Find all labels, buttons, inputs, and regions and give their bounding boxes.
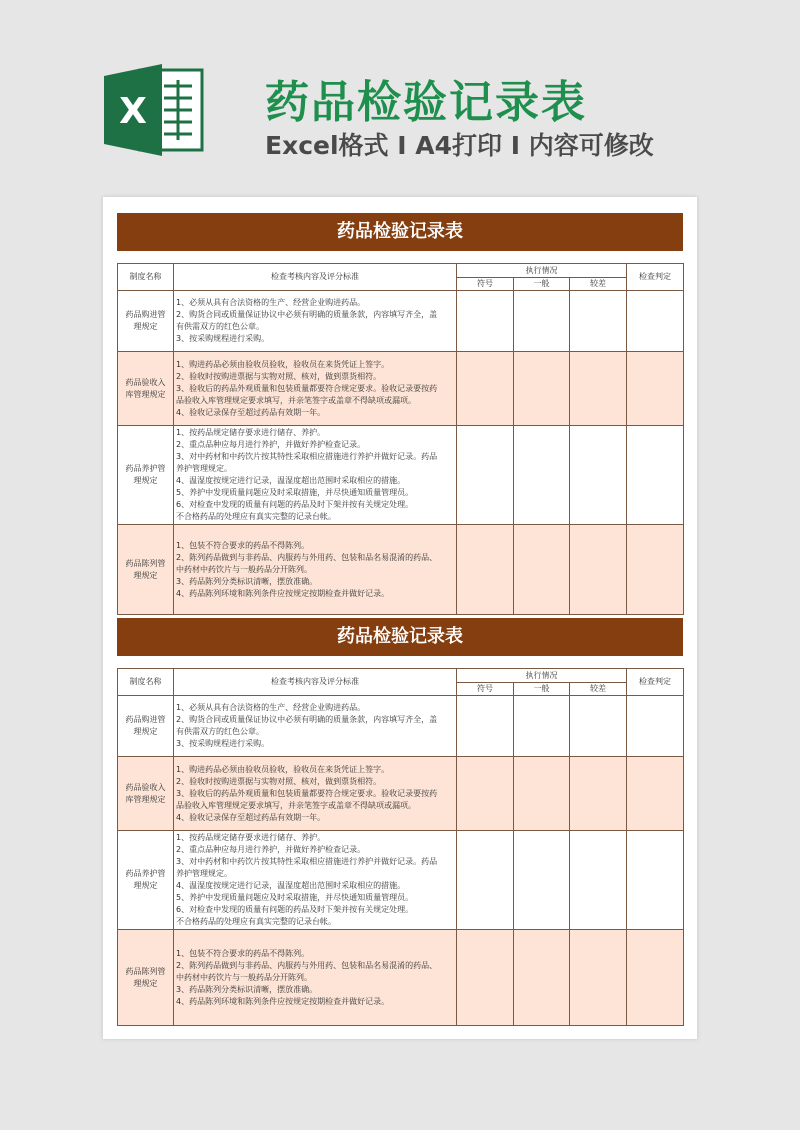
col-header-name: 制度名称 (118, 264, 174, 291)
col-header-fit: 符号 (457, 278, 514, 291)
rule-content (174, 525, 457, 615)
rule-content (174, 831, 457, 930)
table-row (118, 930, 684, 1026)
cell-fit[interactable] (457, 757, 514, 831)
rule-line: 4、验收记录保存至超过药品有效期一年。 (176, 812, 326, 822)
cell-poor[interactable] (570, 930, 627, 1026)
cell-result[interactable] (627, 426, 684, 525)
rule-line: 1、必须从具有合法资格的生产、经营企业购进药品。 (176, 703, 366, 712)
cell-poor[interactable] (570, 426, 627, 525)
rule-line: 3、药品陈列分类标识清晰，摆放准确。 (176, 984, 318, 994)
rule-name: 药品养护管理规定 (118, 426, 174, 525)
document-page (103, 197, 697, 1039)
rule-line: 不合格药品的处理应有真实完整的记录台帐。 (176, 512, 336, 521)
cell-normal[interactable] (514, 831, 570, 930)
cell-result[interactable] (627, 696, 684, 757)
record-sheet-1 (117, 213, 683, 615)
cell-poor[interactable] (570, 831, 627, 930)
col-header-poor: 较差 (570, 683, 627, 696)
rule-line: 养护管理规定。 (176, 869, 232, 878)
rule-content (174, 930, 457, 1026)
rule-line: 5、养护中发现质量问题应及时采取措施，并尽快通知质量管理员。 (176, 488, 414, 497)
rule-line: 5、养护中发现质量问题应及时采取措施，并尽快通知质量管理员。 (176, 893, 414, 902)
rule-name: 药品验收入库管理规定 (118, 757, 174, 831)
table-row (118, 525, 684, 615)
rule-line: 3、验收后的药品外观质量和包装质量都要符合规定要求。验收记录要按药 (176, 383, 438, 393)
col-header-exec: 执行情况 (457, 669, 627, 683)
cell-poor[interactable] (570, 525, 627, 615)
record-table (117, 668, 684, 1026)
rule-line: 3、按采购规程进行采购。 (176, 334, 270, 343)
logo-letter: X (119, 91, 147, 132)
cell-poor[interactable] (570, 757, 627, 831)
table-row (118, 352, 684, 426)
rule-content (174, 696, 457, 757)
rule-line: 1、必须从具有合法资格的生产、经营企业购进药品。 (176, 298, 366, 307)
rule-line: 1、购进药品必须由验收员验收，验收员在来货凭证上签字。 (176, 764, 390, 774)
cell-poor[interactable] (570, 352, 627, 426)
rule-line: 2、验收时按购进票据与实物对照、核对，做到票货相符。 (176, 776, 382, 786)
rule-line: 2、购货合同或质量保证协议中必须有明确的质量条款，内容填写齐全，盖 (176, 715, 438, 724)
rule-line: 4、温湿度按规定进行记录，温湿度超出范围时采取相应的措施。 (176, 476, 406, 485)
rule-line: 有供需双方的红色公章。 (176, 322, 264, 331)
rule-line: 中药材中药饮片与一般药品分开陈列。 (176, 564, 312, 574)
cell-fit[interactable] (457, 352, 514, 426)
rule-line: 1、包装不符合要求的药品不得陈列。 (176, 540, 310, 550)
rule-line: 有供需双方的红色公章。 (176, 727, 264, 736)
rule-content (174, 291, 457, 352)
excel-icon (102, 62, 206, 158)
col-header-fit: 符号 (457, 683, 514, 696)
col-header-content: 检查考核内容及评分标准 (174, 264, 457, 291)
rule-name: 药品购进管理规定 (118, 696, 174, 757)
table-row (118, 757, 684, 831)
cell-normal[interactable] (514, 930, 570, 1026)
cell-result[interactable] (627, 525, 684, 615)
rule-name: 药品陈列管理规定 (118, 525, 174, 615)
col-header-exec: 执行情况 (457, 264, 627, 278)
cell-poor[interactable] (570, 696, 627, 757)
rule-line: 3、对中药材和中药饮片按其特性采取相应措施进行养护并做好记录。药品 (176, 452, 438, 461)
page-title: 药品检验记录表 (265, 77, 587, 128)
rule-content (174, 426, 457, 525)
page-subtitle: Excel格式 I A4打印 I 内容可修改 (265, 131, 654, 160)
table-row (118, 831, 684, 930)
cell-normal[interactable] (514, 352, 570, 426)
cell-poor[interactable] (570, 291, 627, 352)
cell-normal[interactable] (514, 757, 570, 831)
cell-fit[interactable] (457, 696, 514, 757)
cell-result[interactable] (627, 930, 684, 1026)
rule-line: 3、对中药材和中药饮片按其特性采取相应措施进行养护并做好记录。药品 (176, 857, 438, 866)
col-header-result: 检查判定 (627, 669, 684, 696)
col-header-poor: 较差 (570, 278, 627, 291)
rule-line: 3、药品陈列分类标识清晰，摆放准确。 (176, 576, 318, 586)
cell-result[interactable] (627, 291, 684, 352)
rule-line: 2、陈列药品做到与非药品、内服药与外用药、包装和品名易混淆的药品、 (176, 960, 438, 970)
rule-content (174, 352, 457, 426)
sheet-banner: 药品检验记录表 (117, 213, 683, 251)
rule-content (174, 757, 457, 831)
rule-line: 4、温湿度按规定进行记录，温湿度超出范围时采取相应的措施。 (176, 881, 406, 890)
table-row (118, 426, 684, 525)
rule-line: 不合格药品的处理应有真实完整的记录台帐。 (176, 917, 336, 926)
rule-line: 1、购进药品必须由验收员验收，验收员在来货凭证上签字。 (176, 359, 390, 369)
cell-result[interactable] (627, 757, 684, 831)
col-header-content: 检查考核内容及评分标准 (174, 669, 457, 696)
cell-result[interactable] (627, 352, 684, 426)
rule-line: 1、包装不符合要求的药品不得陈列。 (176, 948, 310, 958)
col-header-normal: 一般 (514, 278, 570, 291)
cell-fit[interactable] (457, 525, 514, 615)
rule-line: 6、对检查中发现的质量有问题的药品及时下架并按有关规定处理。 (176, 500, 414, 509)
cell-normal[interactable] (514, 291, 570, 352)
rule-line: 2、陈列药品做到与非药品、内服药与外用药、包装和品名易混淆的药品、 (176, 552, 438, 562)
cell-normal[interactable] (514, 525, 570, 615)
record-sheet-2 (117, 618, 683, 1026)
cell-fit[interactable] (457, 426, 514, 525)
table-row (118, 291, 684, 352)
rule-line: 2、重点品种应每月进行养护，并做好养护检查记录。 (176, 845, 366, 854)
rule-name: 药品验收入库管理规定 (118, 352, 174, 426)
cell-normal[interactable] (514, 426, 570, 525)
rule-line: 2、购货合同或质量保证协议中必须有明确的质量条款，内容填写齐全，盖 (176, 310, 438, 319)
record-table (117, 263, 684, 615)
rule-line: 3、验收后的药品外观质量和包装质量都要符合规定要求。验收记录要按药 (176, 788, 438, 798)
col-header-name: 制度名称 (118, 669, 174, 696)
rule-name: 药品购进管理规定 (118, 291, 174, 352)
rule-line: 1、按药品规定储存要求进行储存、养护。 (176, 833, 326, 842)
cell-fit[interactable] (457, 291, 514, 352)
col-header-normal: 一般 (514, 683, 570, 696)
promo-header (0, 0, 800, 195)
rule-line: 4、药品陈列环境和陈列条件应按规定按期检查并做好记录。 (176, 588, 390, 598)
sheet-banner: 药品检验记录表 (117, 618, 683, 656)
cell-fit[interactable] (457, 831, 514, 930)
rule-line: 4、药品陈列环境和陈列条件应按规定按期检查并做好记录。 (176, 996, 390, 1006)
cell-result[interactable] (627, 831, 684, 930)
rule-line: 3、按采购规程进行采购。 (176, 739, 270, 748)
col-header-result: 检查判定 (627, 264, 684, 291)
rule-line: 1、按药品规定储存要求进行储存、养护。 (176, 428, 326, 437)
rule-line: 品验收入库管理规定要求填写，并亲笔签字或盖章不得缺项或漏项。 (176, 800, 416, 810)
rule-line: 中药材中药饮片与一般药品分开陈列。 (176, 972, 312, 982)
rule-line: 养护管理规定。 (176, 464, 232, 473)
rule-line: 4、验收记录保存至超过药品有效期一年。 (176, 407, 326, 417)
rule-line: 2、验收时按购进票据与实物对照、核对，做到票货相符。 (176, 371, 382, 381)
rule-line: 品验收入库管理规定要求填写，并亲笔签字或盖章不得缺项或漏项。 (176, 395, 416, 405)
rule-line: 2、重点品种应每月进行养护，并做好养护检查记录。 (176, 440, 366, 449)
table-row (118, 696, 684, 757)
rule-line: 6、对检查中发现的质量有问题的药品及时下架并按有关规定处理。 (176, 905, 414, 914)
cell-normal[interactable] (514, 696, 570, 757)
rule-name: 药品养护管理规定 (118, 831, 174, 930)
cell-fit[interactable] (457, 930, 514, 1026)
rule-name: 药品陈列管理规定 (118, 930, 174, 1026)
